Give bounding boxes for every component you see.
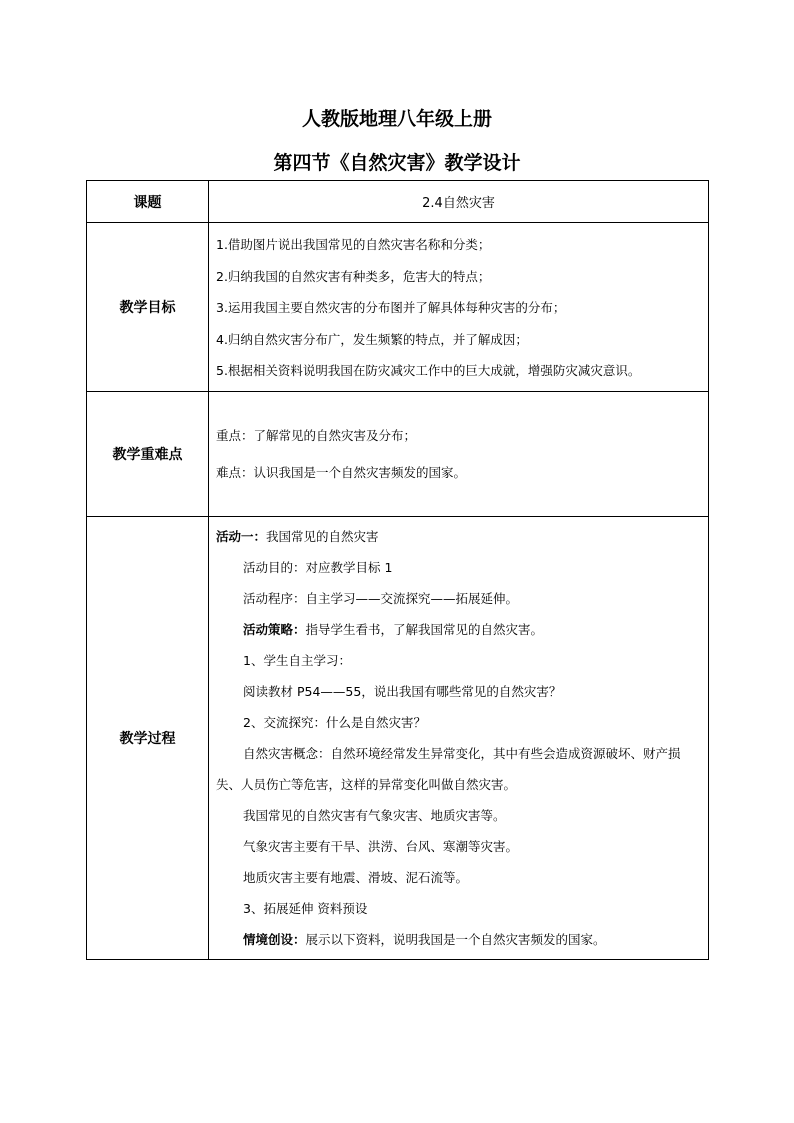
scenario [216, 924, 702, 955]
activity-heading [216, 521, 702, 552]
process-row [87, 516, 709, 959]
key-points-label: 教学重难点 [87, 391, 209, 516]
step-1: 1、学生自主学习： [243, 652, 351, 668]
difficult-point: 难点：认识我国是一个自然灾害频发的国家。 [216, 464, 467, 480]
goals-label: 教学目标 [87, 223, 209, 392]
key-points-row [87, 391, 709, 516]
topic-row [87, 181, 709, 223]
goals-cell [209, 223, 709, 392]
reading-task: 阅读教材 P54——55，说出我国有哪些常见的自然灾害？ [243, 683, 562, 699]
strategy-bold: 活动策略： [243, 621, 306, 637]
document-title: 人教版地理八年级上册 [301, 108, 492, 130]
goal-item: 5.根据相关资料说明我国在防灾减灾工作中的巨大成就，增强防灾减灾意识。 [216, 363, 641, 378]
process-cell [209, 516, 709, 959]
scenario-bold: 情境创设： [243, 931, 306, 947]
goal-item: 2.归纳我国的自然灾害有种类多，危害大的特点； [216, 268, 491, 284]
activity-strategy [216, 614, 702, 645]
activity-purpose: 活动目的：对应教学目标 1 [243, 559, 393, 575]
document-subtitle: 第四节《自然灾害》教学设计 [273, 152, 521, 174]
geological-disasters: 地质灾害主要有地震、滑坡、泥石流等。 [243, 869, 469, 885]
scenario-text: 展示以下资料，说明我国是一个自然灾害频发的国家。 [305, 931, 606, 947]
meteorological-disasters: 气象灾害主要有干旱、洪涝、台风、寒潮等灾害。 [243, 838, 519, 854]
activity-heading-text: 我国常见的自然灾害 [266, 528, 379, 544]
activity-procedure: 活动程序：自主学习——交流探究——拓展延伸。 [243, 590, 519, 606]
common-disasters: 我国常见的自然灾害有气象灾害、地质灾害等。 [243, 807, 506, 823]
lesson-plan-table [86, 180, 709, 960]
key-point: 重点：了解常见的自然灾害及分布； [216, 427, 417, 443]
goals-row [87, 223, 709, 392]
strategy-text: 指导学生看书，了解我国常见的自然灾害。 [305, 621, 544, 637]
topic-value: 2.4自然灾害 [209, 181, 709, 223]
process-label: 教学过程 [87, 516, 209, 959]
topic-label: 课题 [87, 181, 209, 223]
step-2: 2、交流探究：什么是自然灾害？ [243, 714, 426, 730]
goal-item: 1.借助图片说出我国常见的自然灾害名称和分类； [216, 237, 491, 252]
activity-heading-bold: 活动一： [216, 528, 267, 544]
goal-item: 3.运用我国主要自然灾害的分布图并了解具体每种灾害的分布； [216, 300, 566, 315]
goal-item: 4.归纳自然灾害分布广，发生频繁的特点，并了解成因； [216, 331, 528, 347]
disaster-concept: 自然灾害概念：自然环境经常发生异常变化，其中有些会造成资源破坏、财产损失、人员伤亡等危害，这样的异常变化叫做自然灾害。 [216, 745, 681, 792]
step-3: 3、拓展延伸 资料预设 [243, 900, 368, 916]
key-points-cell [209, 391, 709, 516]
